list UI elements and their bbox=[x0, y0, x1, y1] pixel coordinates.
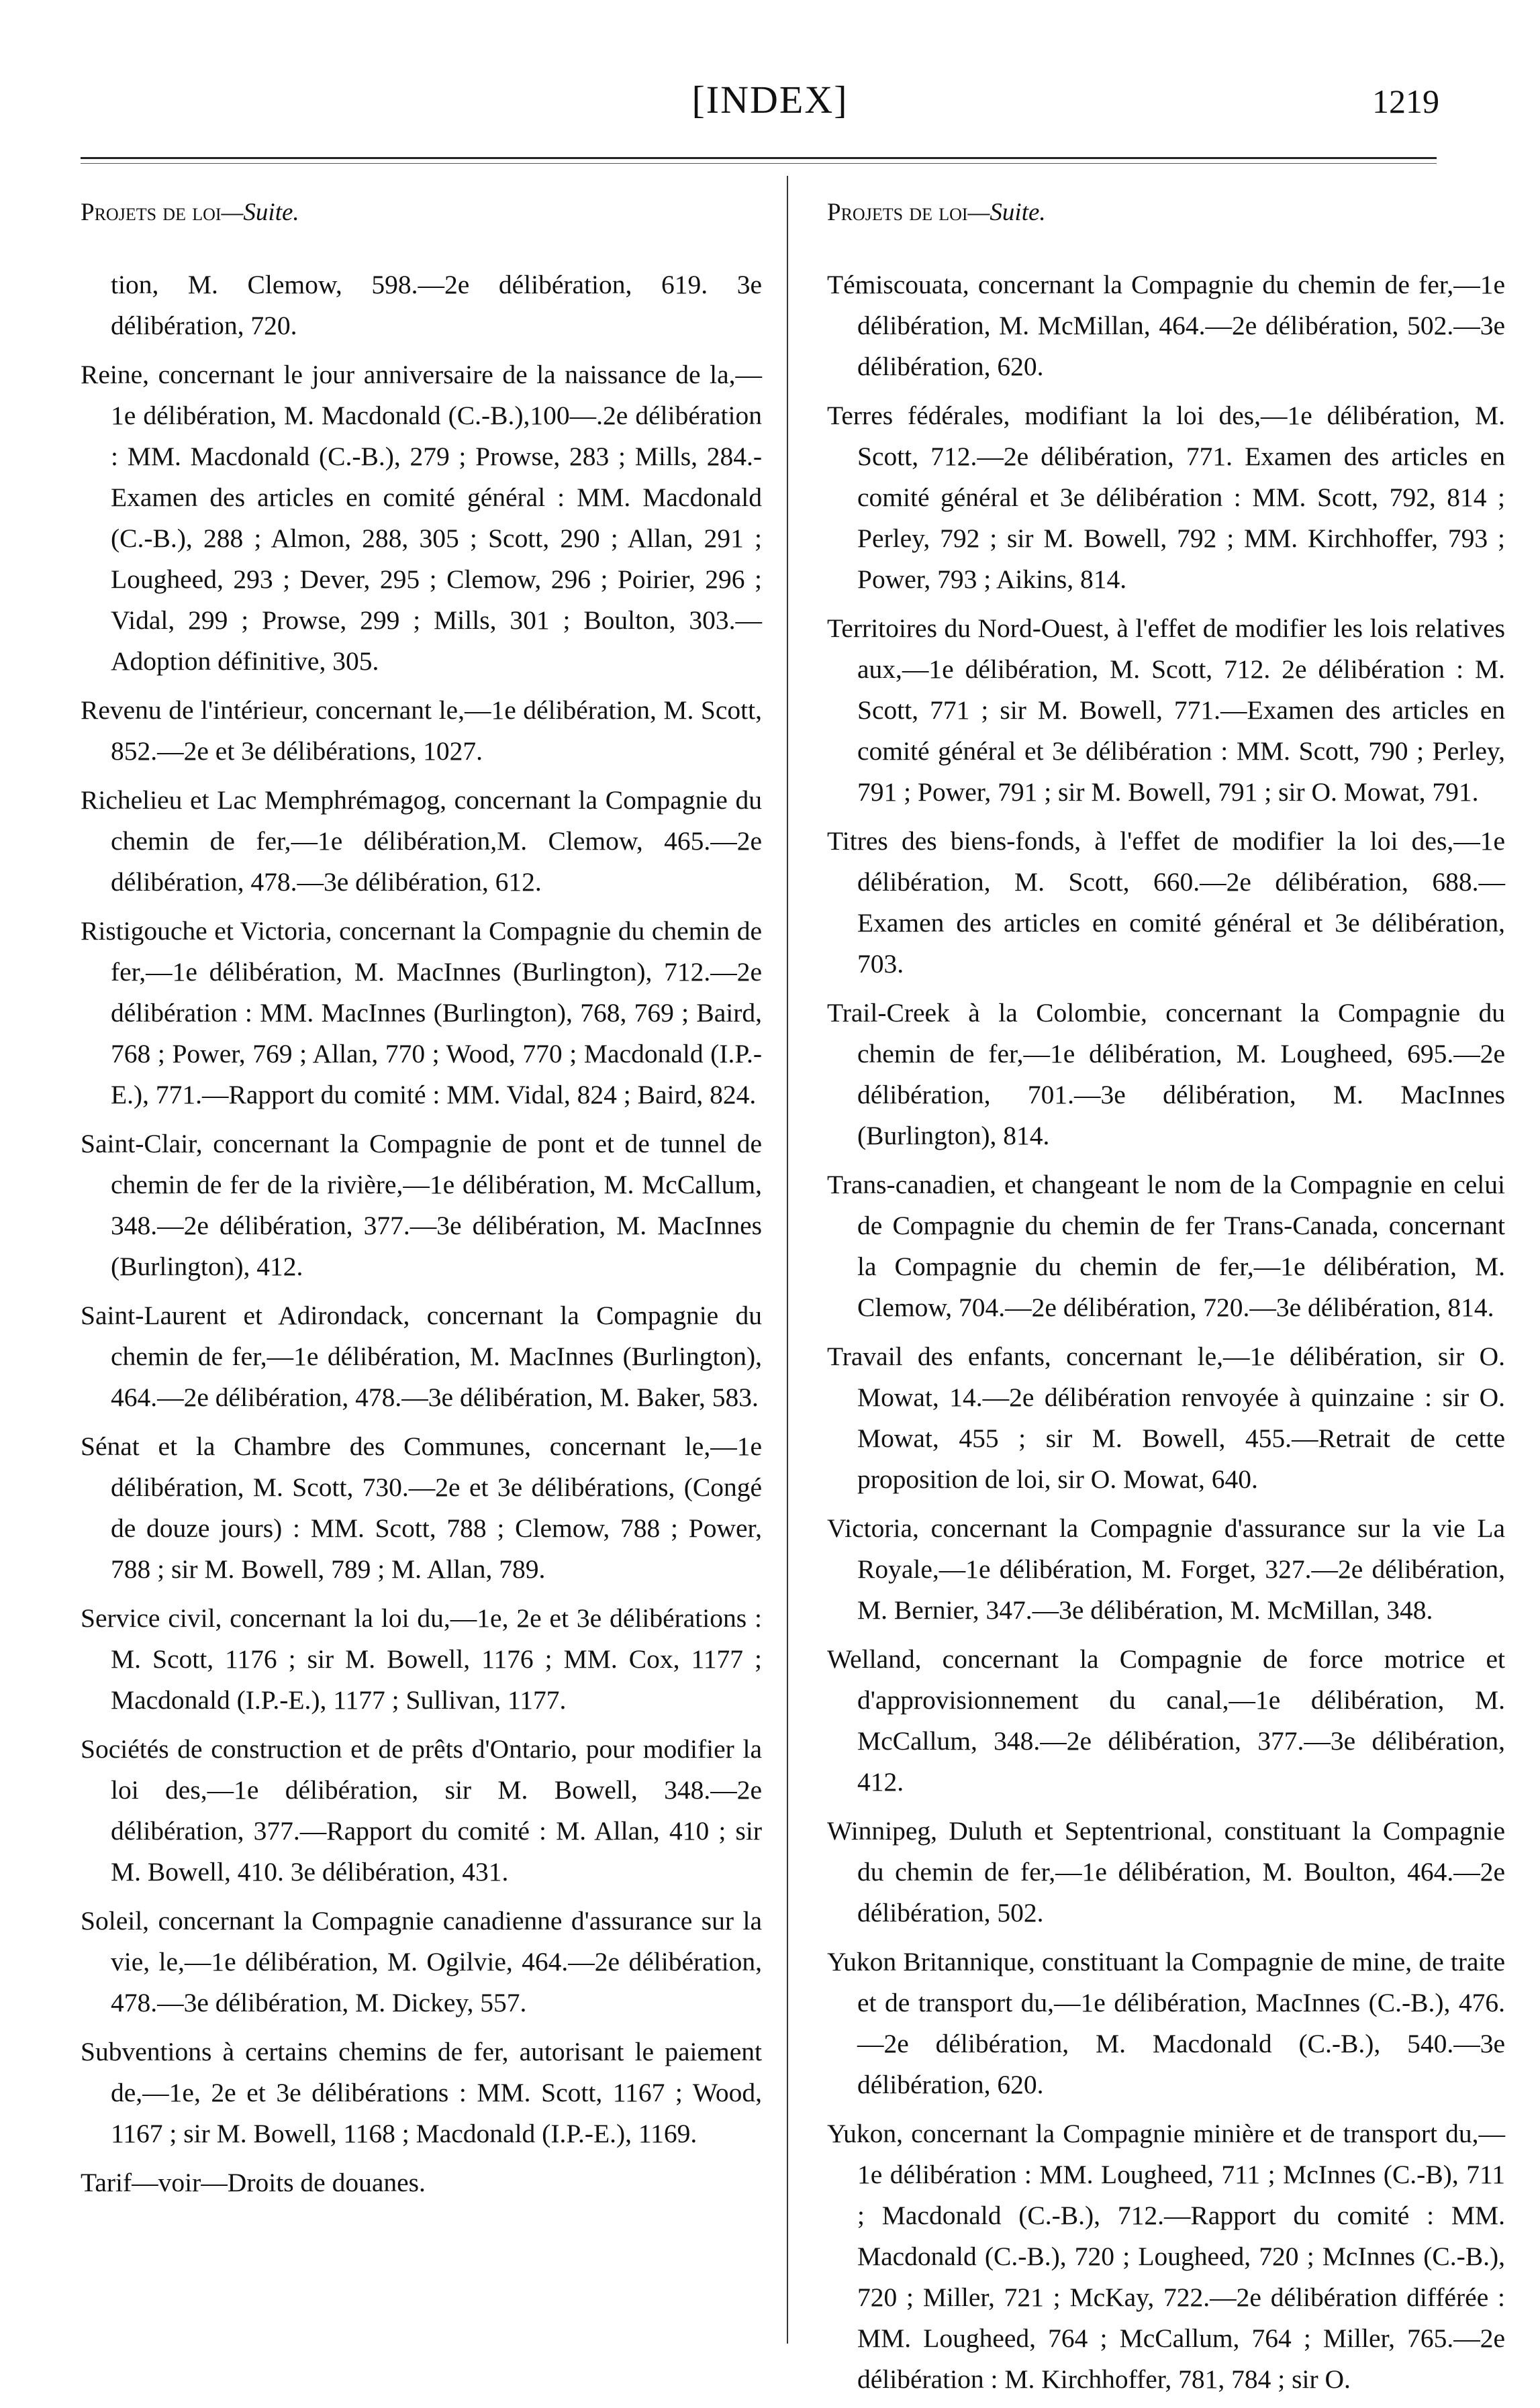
right-column-heading bbox=[827, 196, 1505, 230]
left-heading-main: Projets de loi bbox=[81, 199, 222, 226]
index-entry: Subventions à certains chemins de fer, autorisant le paiement de,—1e, 2e et 3e délibérations : MM. Scott, 1167 ; Wood, 1167 ; sir M. Bowell, 1168 ; Macdonald (I.P.-E.), 1169. bbox=[81, 2037, 762, 2148]
index-entry: Saint-Laurent et Adirondack, concernant la Compagnie du chemin de fer,—1e délibération, M. MacInnes (Burlington), 464.—2e délibération, 478.—3e délibération, M. Baker, 583. bbox=[81, 1301, 762, 1412]
index-entry: Ristigouche et Victoria, concernant la Compagnie du chemin de fer,—1e délibération, M. MacInnes (Burlington), 712.—2e délibération : MM. MacInnes (Burlington), 768, 769 ; Baird, 768 ; Power, 769 ; Allan, 770 ; Wood, 770 ; Macdonald (I.P.-E.), 771.—Rapport du comité : MM. Vidal, 824 ; Baird, 824. bbox=[81, 916, 762, 1109]
left-heading-suffix: —Suite. bbox=[221, 199, 299, 226]
index-entry: Titres des biens-fonds, à l'effet de modifier la loi des,—1e délibération, M. Scott, 660.—2e délibération, 688.—Examen des articles en comité général et 3e délibération, 703. bbox=[827, 826, 1505, 979]
right-heading-suffix: —Suite. bbox=[967, 199, 1046, 226]
left-column-heading bbox=[81, 196, 762, 230]
index-entry: Welland, concernant la Compagnie de force motrice et d'approvisionnement du canal,—1e délibération, M. McCallum, 348.—2e délibération, 377.—3e délibération, 412. bbox=[827, 1644, 1505, 1797]
index-entry: Service civil, concernant la loi du,—1e, 2e et 3e délibérations : M. Scott, 1176 ; sir M. Bowell, 1176 ; MM. Cox, 1177 ; Macdonald (I.P.-E.), 1177 ; Sullivan, 1177. bbox=[81, 1603, 762, 1715]
right-heading-main: Projets de loi bbox=[827, 199, 968, 226]
index-entry: Travail des enfants, concernant le,—1e délibération, sir O. Mowat, 14.—2e délibération renvoyée à quinzaine : sir O. Mowat, 455 ; sir M. Bowell, 455.—Retrait de cette proposition de loi, sir O. Mowat, 640. bbox=[827, 1342, 1505, 1494]
index-entry: Saint-Clair, concernant la Compagnie de pont et de tunnel de chemin de fer de la rivière,—1e délibération, M. McCallum, 348.—2e délibération, 377.—3e délibération, M. MacInnes (Burlington), 412. bbox=[81, 1129, 762, 1281]
index-entry: Terres fédérales, modifiant la loi des,—1e délibération, M. Scott, 712.—2e délibération, 771. Examen des articles en comité général et 3e délibération : MM. Scott, 792, 814 ; Perley, 792 ; sir M. Bowell, 792 ; MM. Kirchhoffer, 793 ; Power, 793 ; Aikins, 814. bbox=[827, 401, 1505, 594]
index-entry: Reine, concernant le jour anniversaire de la naissance de la,—1e délibération, M. Macdonald (C.-B.),100—.2e délibération : MM. Macdonald (C.-B.), 279 ; Prowse, 283 ; Mills, 284.-Examen des articles en comité général : MM. Macdonald (C.-B.), 288 ; Almon, 288, 305 ; Scott, 290 ; Allan, 291 ; Lougheed, 293 ; Dever, 295 ; Clemow, 296 ; Poirier, 296 ; Vidal, 299 ; Prowse, 299 ; Mills, 301 ; Boulton, 303.—Adoption définitive, 305. bbox=[81, 360, 762, 676]
index-entry: Richelieu et Lac Memphrémagog, concernant la Compagnie du chemin de fer,—1e délibération,M. Clemow, 465.—2e délibération, 478.—3e délibération, 612. bbox=[81, 785, 762, 897]
header-rule bbox=[81, 157, 1437, 164]
index-entry: Victoria, concernant la Compagnie d'assurance sur la vie La Royale,—1e délibération, M. Forget, 327.—2e délibération, M. Bernier, 347.—3e délibération, M. McMillan, 348. bbox=[827, 1513, 1505, 1625]
index-entry: Tarif—voir—Droits de douanes. bbox=[81, 2168, 426, 2197]
index-entry: Yukon Britannique, constituant la Compagnie de mine, de traite et de transport du,—1e délibération, MacInnes (C.-B.), 476.—2e délibération, M. Macdonald (C.-B.), 540.—3e délibération, 620. bbox=[827, 1947, 1505, 2099]
right-column bbox=[827, 196, 1505, 2408]
index-entry: Territoires du Nord-Ouest, à l'effet de modifier les lois relatives aux,—1e délibération, M. Scott, 712. 2e délibération : M. Scott, 771 ; sir M. Bowell, 771.—Examen des articles en comité général et 3e délibération : MM. Scott, 790 ; Perley, 791 ; Power, 791 ; sir M. Bowell, 791 ; sir O. Mowat, 791. bbox=[827, 613, 1505, 807]
left-column bbox=[81, 196, 762, 2211]
page-title: [INDEX] bbox=[691, 78, 849, 121]
index-entry: Trans-canadien, et changeant le nom de la Compagnie en celui de Compagnie du chemin de fer Trans-Canada, concernant la Compagnie du chemin de fer,—1e délibération, M. Clemow, 704.—2e délibération, 720.—3e délibération, 814. bbox=[827, 1170, 1505, 1322]
page-header bbox=[0, 67, 1540, 141]
index-entry: Sociétés de construction et de prêts d'Ontario, pour modifier la loi des,—1e délibération, sir M. Bowell, 348.—2e délibération, 377.—Rapport du comité : M. Allan, 410 ; sir M. Bowell, 410. 3e délibération, 431. bbox=[81, 1734, 762, 1887]
index-entry: Winnipeg, Duluth et Septentrional, constituant la Compagnie du chemin de fer,—1e délibération, M. Boulton, 464.—2e délibération, 502. bbox=[827, 1816, 1505, 1927]
index-entry: Soleil, concernant la Compagnie canadienne d'assurance sur la vie, le,—1e délibération, M. Ogilvie, 464.—2e délibération, 478.—3e délibération, M. Dickey, 557. bbox=[81, 1906, 762, 2017]
index-entry: Yukon, concernant la Compagnie minière et de transport du,—1e délibération : MM. Lougheed, 711 ; McInnes (C.-B), 711 ; Macdonald (C.-B.), 712.—Rapport du comité : MM. Macdonald (C.-B.), 720 ; Lougheed, 720 ; McInnes (C.-B.), 720 ; Miller, 721 ; McKay, 722.—2e délibération différée : MM. Lougheed, 764 ; McCallum, 764 ; Miller, 765.—2e délibération : M. Kirchhoffer, 781, 784 ; sir O. bbox=[827, 2119, 1505, 2394]
index-entry: Revenu de l'intérieur, concernant le,—1e délibération, M. Scott, 852.—2e et 3e délibérations, 1027. bbox=[81, 695, 762, 766]
page-number: 1219 bbox=[1372, 83, 1439, 120]
index-entry: Témiscouata, concernant la Compagnie du chemin de fer,—1e délibération, M. McMillan, 464.—2e délibération, 502.—3e délibération, 620. bbox=[827, 270, 1505, 381]
index-entry: Trail-Creek à la Colombie, concernant la Compagnie du chemin de fer,—1e délibération, M. Lougheed, 695.—2e délibération, 701.—3e délibération, M. MacInnes (Burlington), 814. bbox=[827, 998, 1505, 1150]
index-entry: Sénat et la Chambre des Communes, concernant le,—1e délibération, M. Scott, 730.—2e et 3e délibérations, (Congé de douze jours) : MM. Scott, 788 ; Clemow, 788 ; Power, 788 ; sir M. Bowell, 789 ; M. Allan, 789. bbox=[81, 1432, 762, 1584]
column-divider bbox=[787, 176, 788, 2344]
index-entry: tion, M. Clemow, 598.—2e délibération, 619. 3e délibération, 720. bbox=[111, 270, 762, 340]
